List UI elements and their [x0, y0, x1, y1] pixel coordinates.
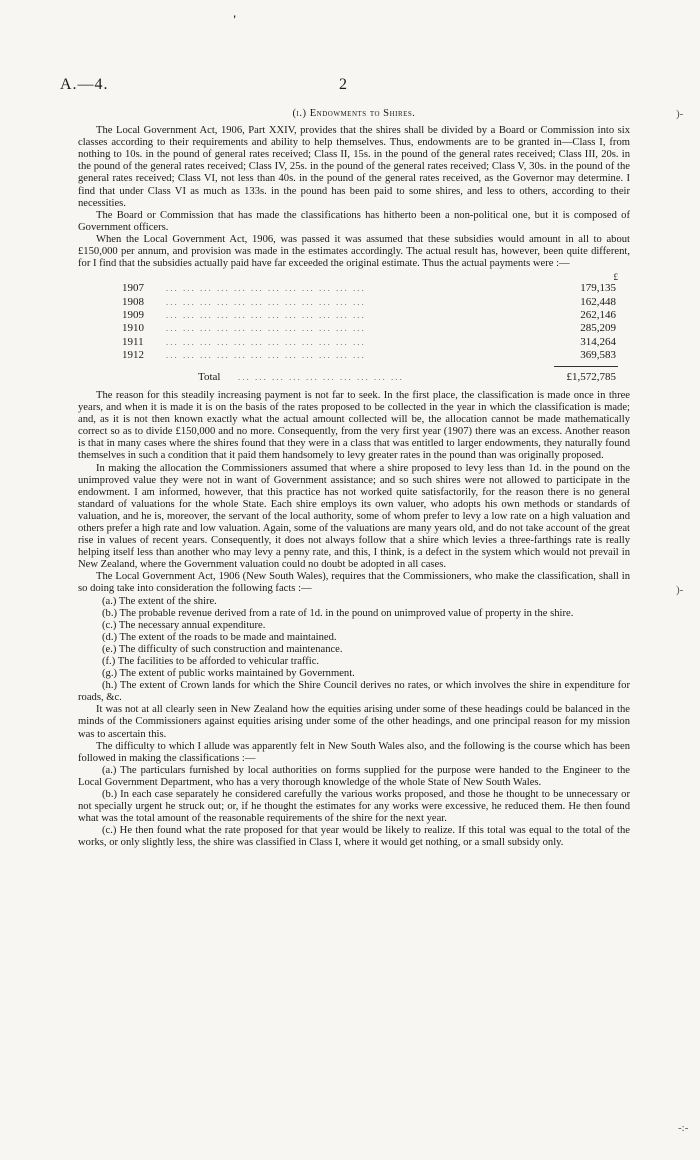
list-item: (a.) The particulars furnished by local authorities on forms supplied for the purpose were handed to the Engineer to the Local Government Department, who has a very thorough knowledge of the whole State of New South Wales.: [78, 764, 630, 788]
amount-cell: 179,135: [580, 282, 616, 295]
payments-table: [78, 273, 630, 384]
document-reference: A.—4.: [60, 76, 109, 93]
list-item: (b.) The probable revenue derived from a rate of 1d. in the pound on unimproved value of property in the shire.: [102, 607, 574, 619]
paragraph: The Board or Commission that has made the classifications has hitherto been a non-political one, but it is composed of Government officers.: [78, 209, 630, 233]
paragraph-group: [78, 390, 630, 596]
leader-dots: ... ... ... ... ... ... ... ... ... ... ... ...: [166, 310, 366, 320]
list-item: (b.) In each case separately he considered carefully the various works proposed, and those he thought to be unnecessary or not specially urgent he struck out; or, if he thought the estimates for any works were excessive, he reduced them. He then found what was the total amount of the reasonable requirements of the shire for the next year.: [78, 789, 630, 825]
paragraph: The difficulty to which I allude was apparently felt in New South Wales also, and the following is the course which has been followed in making the classifications :—: [78, 740, 630, 764]
list-item: (c.) He then found what the rate proposed for that year would be likely to realize. If this total was equal to the total of the works, or only slightly less, the shire was classified in Class I, where it would get nothing, or a small subsidy only.: [78, 825, 630, 849]
leader-dots: ... ... ... ... ... ... ... ... ... ... ... ...: [166, 336, 366, 347]
year-cell: 1912: [122, 349, 144, 362]
currency-symbol: £: [613, 272, 618, 283]
payments-rows: [78, 282, 630, 362]
paragraph: The Local Government Act, 1906, Part XXIV, provides that the shires shall be divided by a Board or Commission into six classes according to their requirements and ability to help themselves. Thus, endowments are to be granted in—Class I, from nothing to 10s. in the pound of general rates received; Class II, 15s. in the pound of the general rates received; Class III, 20s. in the pound of the general rates received; Class IV, 25s. in the pound of the general rates received; Class V, 30s. in the pound of the general rates received; Class VI, not less than 40s. in the pound of the general rates received, as the Governor may determine. I find that under Class VI as much as 133s. in the pound has been paid to some shires, and less to others, according to their necessities.: [78, 125, 630, 209]
list-item: (g.) The extent of public works maintained by Government.: [102, 668, 355, 680]
list-item: (d.) The extent of the roads to be made and maintained.: [102, 631, 337, 643]
course-list: [78, 765, 630, 850]
total-rule: [554, 366, 618, 367]
paragraph: The Local Government Act, 1906 (New South Wales), requires that the Commissioners, who make the classification, shall in so doing take into consideration the following facts :—: [78, 571, 630, 595]
table-row: [78, 322, 630, 335]
list-item: (e.) The difficulty of such construction and maintenance.: [102, 643, 343, 655]
margin-bracket-mark: -:-: [678, 1122, 689, 1134]
list-item: (a.) The extent of the shire.: [102, 595, 217, 607]
amount-cell: 285,209: [580, 322, 616, 335]
list-item: (h.) The extent of Crown lands for which the Shire Council derives no rates, or which involves the shire in expenditure for roads, &c.: [78, 680, 630, 704]
document-body: [78, 108, 630, 850]
year-cell: 1908: [122, 295, 144, 308]
amount-cell: 262,146: [580, 309, 616, 321]
leader-dots: ... ... ... ... ... ... ... ... ... ... ... ...: [166, 296, 366, 307]
year-cell: 1911: [122, 335, 144, 348]
table-total-row: [78, 371, 630, 384]
paragraph: When the Local Government Act, 1906, was passed it was assumed that these subsidies would amount in all to about £150,000 per annum, and provision was made in the estimates accordingly. The actual result has, however, been quite different, for I find that the subsidies actually paid have far exceeded the original estimate. Thus the actual payments were :—: [78, 233, 630, 270]
amount-cell: 369,583: [580, 349, 616, 362]
table-row: [78, 349, 630, 362]
facts-list: [78, 596, 630, 705]
page-number: 2: [339, 76, 347, 93]
margin-bracket-mark: )-: [676, 584, 684, 596]
year-cell: 1909: [122, 309, 144, 321]
leader-dots: ... ... ... ... ... ... ... ... ... ... ... ...: [166, 283, 366, 294]
scan-mark: ': [233, 12, 237, 26]
leader-dots: ... ... ... ... ... ... ... ... ... ... ... ...: [166, 323, 366, 334]
leader-dots: ... ... ... ... ... ... ... ... ... ...: [238, 371, 404, 382]
paragraph: The reason for this steadily increasing payment is not far to seek. In the first place, the classification is made once in three years, and when it is made it is on the basis of the rates proposed to be collected in the year in which the classification is made; and, as it is not then known exactly what the actual amount collected will be, the allocation cannot be made mathematically correct so as to divide £150,000 and no more. Consequently, from the very first year (1907) there was an excess. Another reason is that in many cases where the shires found that they were in a class that was entitled to larger endowments, they naturally found themselves in such a condition that it paid them handsomely to levy greater rates in the pound than was originally proposed.: [78, 389, 630, 462]
paragraph-group: [78, 125, 630, 270]
table-row: [78, 282, 630, 295]
total-amount: £1,572,785: [566, 370, 616, 383]
total-label: Total: [198, 370, 221, 383]
table-row: [78, 309, 630, 322]
paragraph-group: [78, 704, 630, 764]
paragraph: In making the allocation the Commissioners assumed that where a shire proposed to levy less than 1d. in the pound on the unimproved value they were not in want of Government assistance; and so such shires were not allowed to participate in the endowment. I am informed, however, that this practice has not worked quite satisfactorily, for the reason there is no general standard of valuations for the whole State. Each shire employs its own valuer, who adopts his own methods or standards of valuation, and he is, moreover, the servant of the local authority, some of whom prefer to levy a low rate on a high valuation and others prefer a high rate and low valuation. Again, some of the valuations are many years old, and do not take account of the great rise in values of recent years. Consequently, it does not always follow that a shire which levies a three-farthings rate is really helping itself less than another who may levy a penny rate, and this, I think, is a defect in the system which would not prevail in New Zealand, where the Government valuation could no doubt be adopted in all cases.: [78, 462, 630, 571]
year-cell: 1907: [122, 282, 144, 295]
list-item: (c.) The necessary annual expenditure.: [102, 619, 266, 631]
leader-dots: ... ... ... ... ... ... ... ... ... ... ... ...: [166, 350, 366, 361]
amount-cell: 314,264: [580, 335, 616, 348]
list-item: (f.) The facilities to be afforded to vehicular traffic.: [102, 656, 320, 668]
margin-bracket-mark: )-: [676, 108, 684, 120]
year-cell: 1910: [122, 322, 144, 335]
table-row: [78, 336, 630, 349]
section-title: (i.) Endowments to Shires.: [292, 108, 416, 119]
table-row: [78, 296, 630, 309]
paragraph: It was not at all clearly seen in New Zealand how the equities arising under some of these headings could be balanced in the minds of the Commissioners against equities arising under some of the other headings, and one principal reason for my mission was to ascertain this.: [78, 704, 630, 740]
amount-cell: 162,448: [580, 295, 616, 308]
